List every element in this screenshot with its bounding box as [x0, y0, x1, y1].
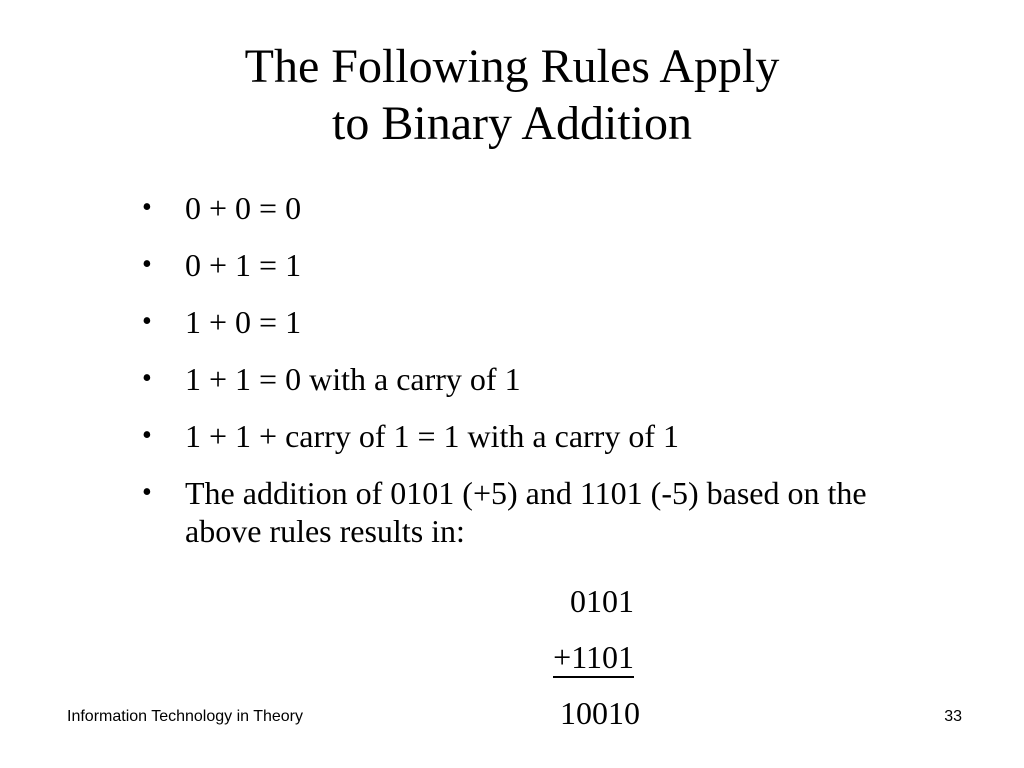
- bullet-marker: •: [142, 420, 152, 451]
- bullet-item: [142, 189, 942, 227]
- title-line-2: to Binary Addition: [332, 97, 692, 150]
- bullet-item: [142, 474, 942, 550]
- bullet-text: 0 + 0 = 0: [185, 190, 302, 226]
- bullet-text: The addition of 0101 (+5) and 1101 (-5) based on the above rules results in:: [185, 475, 867, 549]
- bullet-item: [142, 360, 942, 398]
- bullet-text: 1 + 1 + carry of 1 = 1 with a carry of 1: [185, 418, 679, 454]
- bullet-marker: •: [142, 306, 152, 337]
- bullet-item: [142, 417, 942, 455]
- footer-course-title: Information Technology in Theory: [67, 708, 303, 725]
- bullet-text: 1 + 1 = 0 with a carry of 1: [185, 361, 521, 397]
- bullet-marker: •: [142, 192, 152, 223]
- bullet-marker: •: [142, 363, 152, 394]
- operand-2: +1101: [553, 639, 634, 678]
- bullet-item: [142, 246, 942, 284]
- operand-1: 0101: [570, 583, 634, 619]
- operand-2-row: [480, 638, 660, 694]
- bullet-text: 0 + 1 = 1: [185, 247, 302, 283]
- bullet-list: [142, 189, 942, 569]
- slide-title: [0, 38, 1024, 152]
- binary-addition-example: [480, 582, 660, 750]
- bullet-text: 1 + 0 = 1: [185, 304, 302, 340]
- bullet-item: [142, 303, 942, 341]
- bullet-marker: •: [142, 249, 152, 280]
- title-line-1: The Following Rules Apply: [244, 40, 780, 93]
- bullet-marker: •: [142, 477, 152, 508]
- footer-page-number: 33: [944, 708, 962, 725]
- addition-result: 10010: [560, 695, 640, 731]
